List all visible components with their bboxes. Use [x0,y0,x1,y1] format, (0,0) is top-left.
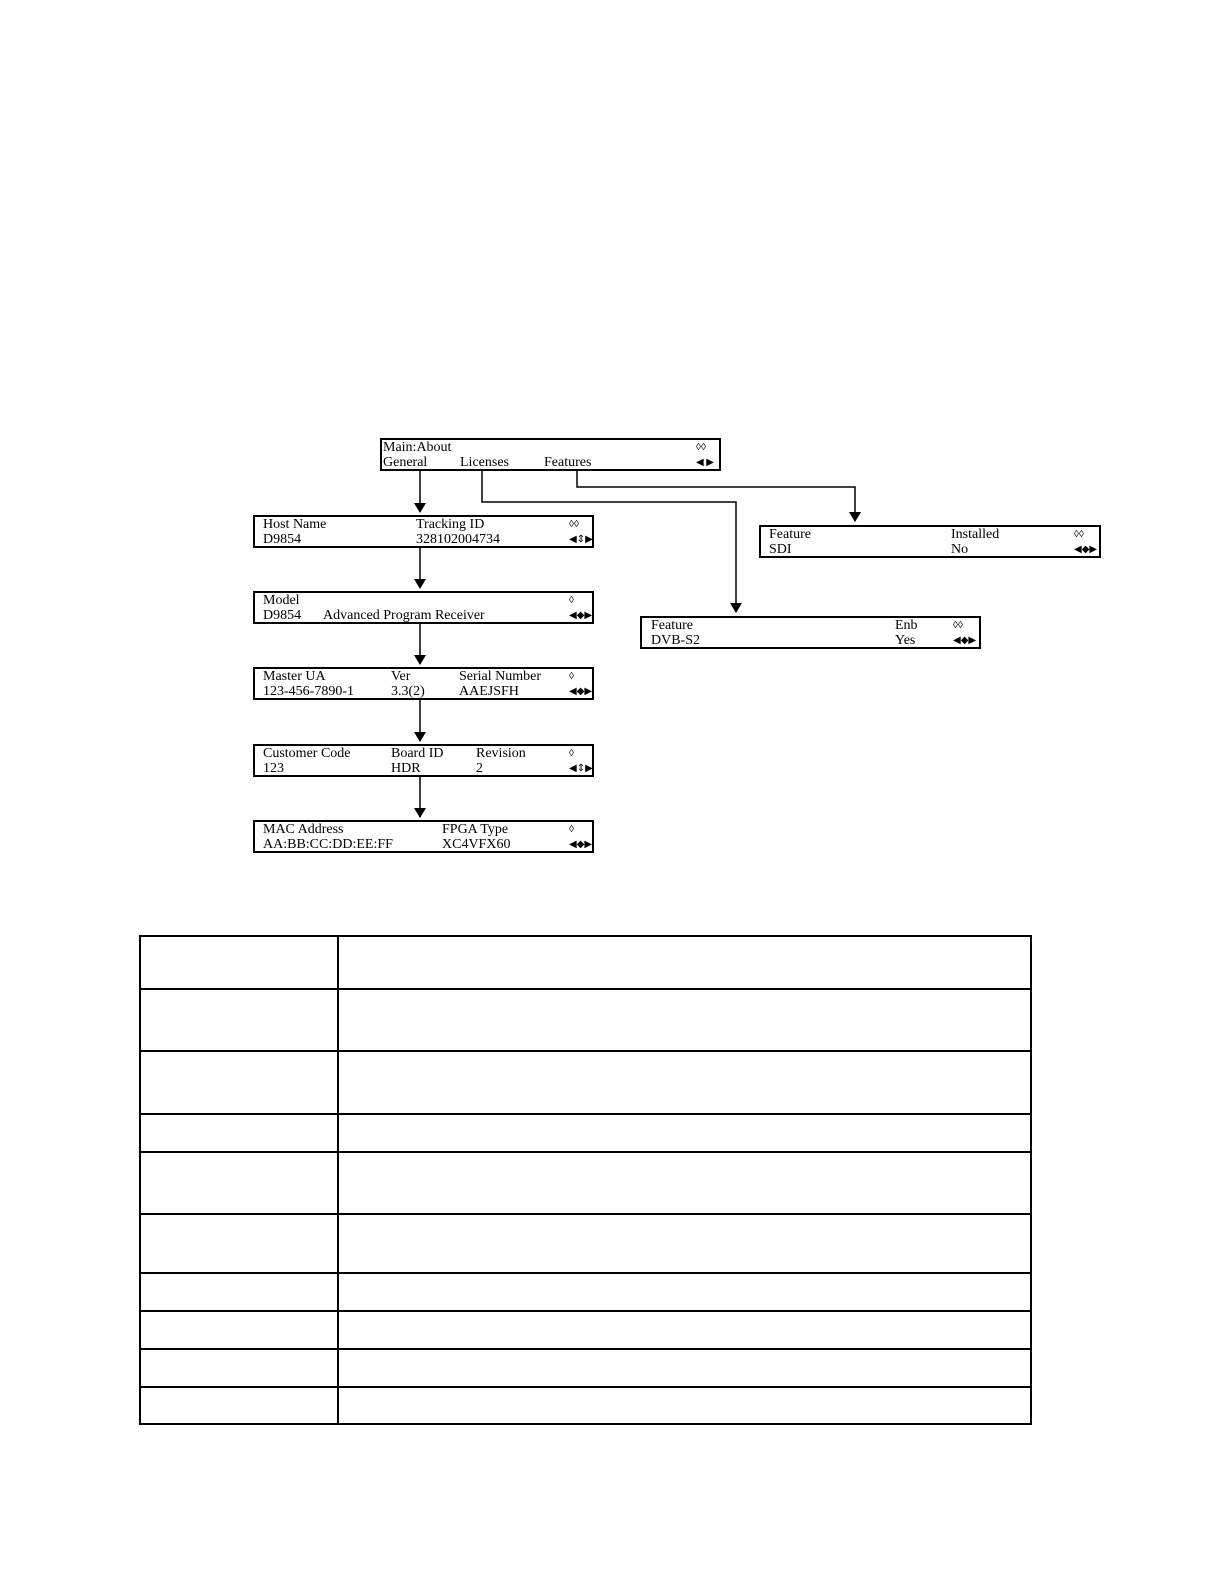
table-row [140,1311,1031,1349]
lcd-value: No [951,542,969,557]
lcd-nav-arrows-icon: ◀⇕▶ [569,534,593,545]
table-row [140,1214,1031,1273]
lcd-value: 123 [263,761,284,776]
lcd-label: Customer Code [263,746,351,761]
lcd-indicator-icon: ◊◊ [569,519,579,530]
lcd-feature-installed [759,525,1101,558]
lcd-value: 3.3(2) [391,684,425,699]
lcd-value: AA:BB:CC:DD:EE:FF [263,837,393,852]
table-row [140,1114,1031,1152]
lcd-main-tab-licenses: Licenses [460,455,509,470]
lcd-value: XC4VFX60 [442,837,511,852]
lcd-model [253,591,594,624]
lcd-value: 123-456-7890-1 [263,684,354,699]
lcd-indicator-icon: ◊ [569,595,574,606]
lcd-indicator-icon: ◊◊ [953,620,963,631]
table-row [140,1387,1031,1424]
lcd-value: SDI [769,542,792,557]
table-row [140,1152,1031,1214]
lcd-nav-arrows-icon: ◀◆▶ [1074,544,1098,555]
lcd-value: AAEJSFH [459,684,519,699]
lcd-main-tab-features: Features [544,455,592,470]
lcd-nav-arrows-icon: ◀◆▶ [569,610,593,621]
lcd-label: FPGA Type [442,822,509,837]
lcd-label: Host Name [263,517,327,532]
lcd-value: Yes [895,633,916,648]
lcd-host-tracking [253,515,594,548]
lcd-main-tab-general: General [383,455,428,470]
lcd-label: Tracking ID [416,517,485,532]
lcd-label: Enb [895,618,918,633]
table-row [140,1051,1031,1114]
lcd-nav-arrows-icon: ◀⇕▶ [569,763,593,774]
lcd-nav-arrows-icon: ◀◆▶ [569,686,593,697]
lcd-label: Ver [391,669,411,684]
lcd-nav-arrows-icon: ◀◆▶ [569,839,593,850]
lcd-nav-arrows-icon: ◀ ▶ [696,457,714,468]
table-row [140,936,1031,989]
lcd-label: Board ID [391,746,444,761]
lcd-customer-code [253,744,594,777]
lcd-value: DVB-S2 [651,633,701,648]
lcd-value: 328102004734 [416,532,500,547]
lcd-label: Master UA [263,669,326,684]
lcd-label: Serial Number [459,669,542,684]
description-table [139,935,1032,1425]
lcd-value: D9854 [263,608,302,623]
table-row [140,1349,1031,1387]
lcd-indicator-icon: ◊ [569,748,574,759]
lcd-label: Feature [651,618,693,633]
lcd-master-ua [253,667,594,700]
lcd-mac-address [253,820,594,853]
lcd-label: Installed [951,527,1000,542]
lcd-indicator-icon: ◊ [569,671,574,682]
table-row [140,989,1031,1051]
lcd-label: Model [263,593,300,608]
lcd-label: Feature [769,527,811,542]
lcd-nav-arrows-icon: ◀◆▶ [953,635,977,646]
lcd-label: MAC Address [263,822,344,837]
lcd-label: Revision [476,746,526,761]
lcd-value: 2 [476,761,483,776]
lcd-indicator-icon: ◊ [569,824,574,835]
lcd-value: HDR [391,761,421,776]
lcd-main-title: Main:About [383,440,452,455]
table-row [140,1273,1031,1311]
lcd-indicator-icon: ◊◊ [1074,529,1084,540]
lcd-indicator-icon: ◊◊ [696,442,706,453]
lcd-main-about [380,438,721,471]
lcd-value: D9854 [263,532,302,547]
lcd-feature-enb [640,616,981,649]
arrow-features-to-feature-installed [577,470,855,521]
lcd-value: Advanced Program Receiver [323,608,485,623]
